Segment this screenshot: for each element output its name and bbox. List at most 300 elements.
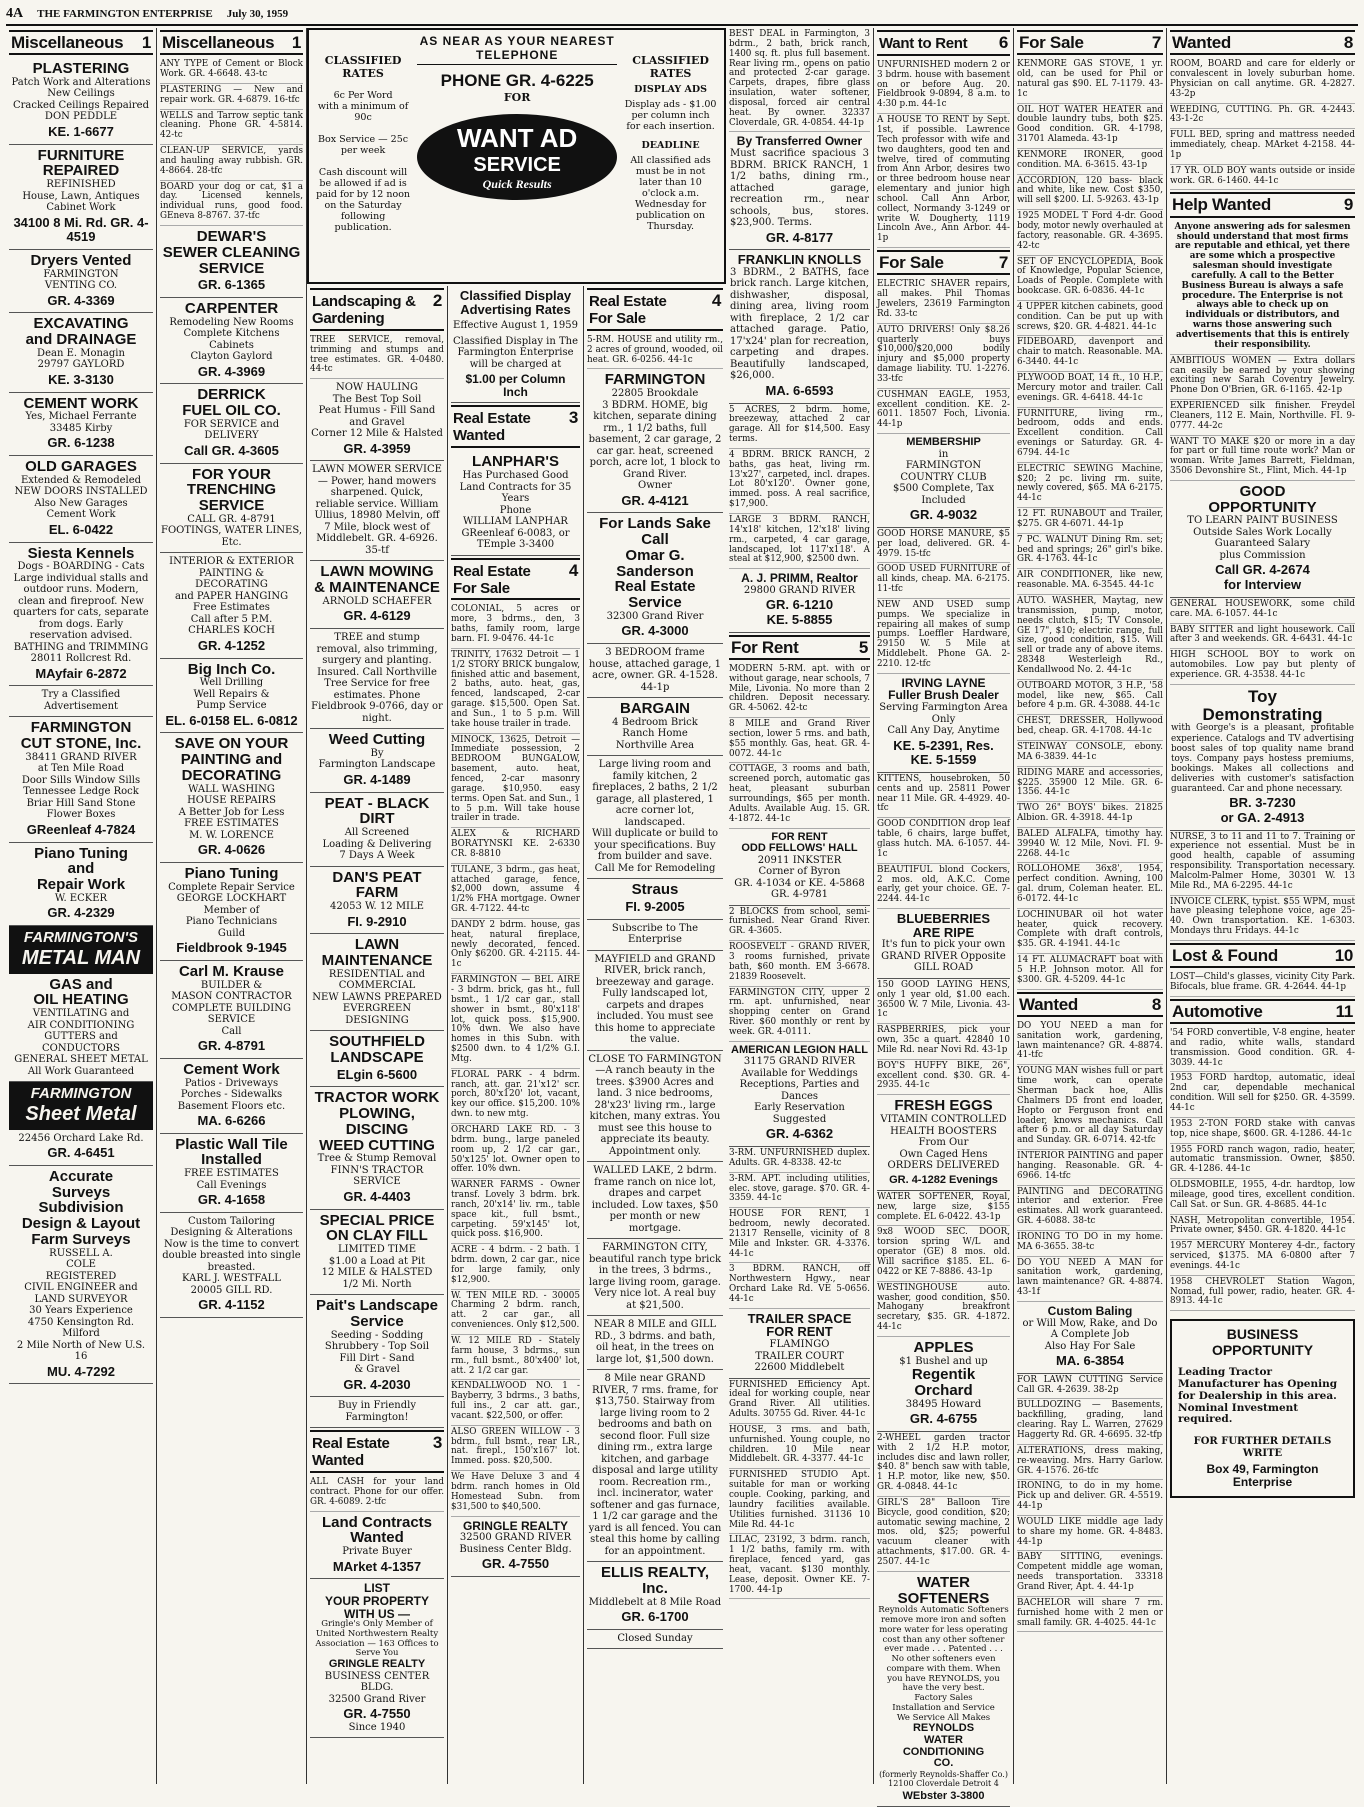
classified-listing: We Have Deluxe 3 and 4 bdrm. ranch homes in Old Homestead Subn. from $31,500 to $40,500. xyxy=(451,1471,580,1516)
classified-listing: TRINITY, 17632 Detroit — 1 1/2 STORY BRICK bungalow, finished attic and basement, 2 baths, auto. heat, gas, fenced, landscaped, 2-car garage. $15,500. Open Sat. and Sun., 1 to 5 p.m. Will take house trailer in trade. xyxy=(451,649,580,734)
classified-listing: WOULD LIKE middle age lady to share my home. GR. 4-8483. 44-1p xyxy=(1017,1516,1163,1552)
classified-listing: 9x8 WOOD SEC. DOOR, torsion spring W/L and operator (GE) 8 mos. old. Will sacrifice $185. EL. 6-0422 or KE 7-8886. 43-1p xyxy=(877,1226,1010,1281)
display-ad xyxy=(310,379,444,461)
classified-listing: ROOM, BOARD and care for elderly or convalescent in lovely suburban home. Physician on call anytime. GR. 4-2827. 43-2p xyxy=(1170,58,1355,103)
classified-listing: 17 YR. OLD BOY wants outside or inside work. GR. 6-1460. 44-1c xyxy=(1170,165,1355,191)
section-header: Real Estate Wanted 3 xyxy=(451,405,580,448)
classified-listing: MINOCK, 13625, Detroit — Immediate possession, 2 BEDROOM BUNGALOW, basement, auto. heat, fenced, 2-car masonry garage. $10,950. easy terms. Open Sat. and Sun., 1 to 5 p.m. Will take house trailer in trade. xyxy=(451,734,580,829)
ad-headline: CARPENTER xyxy=(184,299,279,317)
classified-listing: ACCORDION, 120 bass- black and white, like new. Cost $350, will sell $200. LI. 5-9263. 43-1p xyxy=(1017,175,1163,211)
trailer-space-ad: TRAILER SPACE FOR RENT FLAMINGO TRAILER COURT 22600 Middlebelt xyxy=(729,1309,870,1379)
classified-listing: BULLDOZING — Basements, backfilling, grading, land clearing. Ray L. Warren, 27629 Haggerty Rd. GR. 4-6695. 32-tfp xyxy=(1017,1399,1163,1444)
display-ad xyxy=(310,1397,444,1428)
ad-body: WALL WASHING HOUSE REPAIRS A Better Job for Less FREE ESTIMATES M. W. LORENCE xyxy=(178,783,285,841)
ad-body: Extended & Remodeled NEW DOORS INSTALLED Also New Garages Cement Work xyxy=(14,474,148,521)
display-ad xyxy=(587,644,723,698)
ad-body: FARMINGTON VENTING CO. xyxy=(43,268,119,292)
classified-listing: AMBITIOUS WOMEN — Extra dollars can easily be earned by your showing exciting new Sarah Coventry Jewelry. Phone Don O'Brien, GR. 6-1165. 42-1p xyxy=(1170,355,1355,400)
display-ad xyxy=(160,298,303,384)
classified-listing: UNFURNISHED modern 2 or 3 bdrm. house with basement on or before Aug. 20. Fieldbrook 9-0894, 8 a.m. to 4:30 p.m. 44-1c xyxy=(877,59,1010,114)
ad-phone: GR. 4-1658 xyxy=(197,1192,266,1208)
ad-phone: MU. 4-7292 xyxy=(47,1363,115,1379)
classified-listing: RIDING MARE and accessories, $225. 35900 12 Mile. GR. 6-1356. 44-1c xyxy=(1017,767,1163,803)
ad-phone: GR. 6-1700 xyxy=(621,1609,689,1625)
display-ad xyxy=(160,226,303,298)
ad-phone: GR. 4-1489 xyxy=(343,771,411,787)
ad-body: Custom Tailoring Designing & Alterations Now is the time to convert double breasted into single breasted. KARL J. WESTFALL 20005 GILL RD. xyxy=(162,1215,301,1296)
display-ad xyxy=(310,1295,444,1397)
classified-listing: IRONING TO DO in my home. MA 6-3655. 38-tc xyxy=(1017,1231,1163,1257)
classified-listing: WARNER FARMS - Owner transf. Lovely 3 bdrm. brk. ranch, 20'x14' liv. rm., table space kit., full bsmt., carpeting. 59'x145' lot, quick poss. $16,900. xyxy=(451,1179,580,1244)
banner-line: FARMINGTON xyxy=(30,1085,132,1103)
ad-headline: PEAT - BLACK DIRT xyxy=(324,794,430,828)
section-header: Want to Rent 6 xyxy=(877,30,1010,56)
classified-listing: BACHELOR will share 7 rm. furnished home with 2 men or small family. GR. 4-4025. 44-1c xyxy=(1017,1597,1163,1633)
display-ad xyxy=(160,1213,303,1318)
display-ad xyxy=(9,686,153,717)
ad-phone: GR. 4-6129 xyxy=(343,608,411,624)
ad-phone: GR. 4-2030 xyxy=(343,1376,411,1392)
display-ad xyxy=(587,1370,723,1562)
ad-headline: FARMINGTON xyxy=(604,371,706,389)
display-ad xyxy=(9,456,153,542)
banner-phone: PHONE GR. 4-6225 xyxy=(440,71,594,90)
classified-listing: FURNITURE, living rm., bedroom, odds and ends. Excellent condition. Call evenings or Saturday. GR. 4-6794. 44-1c xyxy=(1017,408,1163,463)
section-header: Real Estate Wanted 3 xyxy=(310,1430,444,1473)
ad-phone: GR. 4-2329 xyxy=(47,905,115,921)
ad-phone: GR. 4-6451 xyxy=(47,1145,115,1161)
ad-headline: Accurate Surveys Subdivision Design & Layout Farm Surveys xyxy=(21,1167,141,1248)
classified-listing: YOUNG MAN wishes full or part time work, can operate Sherman back hoe, Allis Chalmers D5 front end loader, Hopto or Ferguson front end loader, knows mechanics. Call after 6 p.m. or all day Saturday and Sunday. GR. 6-0714. 42-tfc xyxy=(1017,1065,1163,1150)
classified-listing: NEW AND USED sump pumps. We specialize in repairing all makes of sump pumps. Loeffler Hardware, 29150 W. 5 Mile at Middlebelt. Phone GA. 2-2210. 12-tfc xyxy=(877,599,1010,674)
odd-fellows-hall-ad: FOR RENT ODD FELLOWS' HALL 20911 INKSTER Corner of Byron GR. 4-1034 or KE. 4-5868 GR. 4-9781 xyxy=(729,829,870,906)
classified-listing: BOY'S HUFFY BIKE, 26", excellent cond. $30. GR. 4-2935. 44-1c xyxy=(877,1060,1010,1096)
legion-hall-ad: AMERICAN LEGION HALL 31175 GRAND RIVER Available for Weddings Receptions, Parties and Dances Early Reservation Suggested GR. 4-6362 xyxy=(729,1042,870,1147)
ad-phone: GR. 4-4403 xyxy=(343,1188,411,1204)
ad-phone: GR. 4-1152 xyxy=(198,1297,265,1313)
classified-listing: GOOD HORSE MANURE, $5 per load, delivered. GR. 4-4979. 15-tfc xyxy=(877,528,1010,564)
ad-body: Large living room and family kitchen, 2 fireplaces, 2 baths, 2 1/2 garage, all plastered, 1 acre corner lot, landscaped. Will duplicate or build to your specifications. Buy from builder and save. Call Me for Remodeling xyxy=(591,759,719,874)
classified-listing: NURSE, 3 to 11 and 11 to 7. Training or experience not essential. Must be in good health, capable of assuming responsibility. Transportation necessary. Malcolm-Palmer Home, 30301 W. 13 Mile Rd., MA 6-2295. 44-1c xyxy=(1170,831,1355,896)
column-3: Landscaping & Gardening 2 TREE SERVICE, removal, trimming and stumps and tree estimates. GR. 4-0480. 44-tc NOW HAULING The Best Top Soil Peat Humus - Fill Sand and Gravel Corner 12 Mile & Halsted GR. 4-3959 LAWN MOWER SERVICE — Power, hand mowers sharpened. Quick, reliable service. William Ullius, 18980 Melvin, off 7 Mile, block west of Middlebelt. GR. 4-6926. 35-tf LAWN MOWING & MAINTENANCE ARNOLD SCHAEFER GR. 4-6129 TREE and stump removal, also trimming, surgery and planting. Insured. Call Northville Tree Service for free estimates. Phone Fieldbrook 9-0766, day or night. Weed Cutting By Farmington Landscape GR. 4-1489 PEAT - BLACK DIRT All Screened Loading & Delivering 7 Days A Week DAN'S PEAT FARM 42053 W. 12 MILE FI. 9-2910 LAWN MAINTENANCE RESIDENTIAL and COMMERCIAL NEW LAWNS PREPARED EVERGREEN DESIGNING SOUTHFIELD LANDSCAPE ELgin 6-5600 TRACTOR WORK PLOWING, DISCING WEED CUTTING Tree & Stump Removal FINN'S TRACTOR SERVICE GR. 4-4403 SPECIAL PRICE ON CLAY FILL LIMITED TIME $1.00 a Load at Pit 12 MILE & HALSTED 1/2 Mi. North Pait's Landscape Service Seeding - Sodding Shrubbery - Top Soil Fill Dirt - Sand & Gravel GR. 4-2030 Buy in Friendly Farmington! Real Estate Wanted 3 ALL CASH for your land contract. Phone for our offer. GR. 4-6089. 2-tfc Land Contracts Wanted Private Buyer MArket 4-1357 LIST YOUR PROPERTY WITH US — Gringle's Only Member of United Northwestern Realty Association — 163 Offices to Serve You GRINGLE REALTY BUSINESS CENTER BLDG. 32500 Grand River GR. 4-7550 Since 1940 xyxy=(307,286,448,1784)
classified-listing: PLYWOOD BOAT, 14 ft., 10 H.P., Mercury motor and trailer. Call evenings. GR. 4-6418. 44-1c xyxy=(1017,372,1163,408)
ad-body: 4 Bedroom Brick Ranch Home Northville Area xyxy=(612,716,698,751)
salesmen-notice: Anyone answering ads for salesmen should understand that most firms are reputable and ethical, yet there are some which a prospective salesman should investigate carefully. A call to the Better Business Bureau is always a safe procedure. The Enterprise is not always able to check up on individuals or distributors, and warns those answering such advertisements that this is entirely their responsibility. xyxy=(1170,221,1355,355)
classified-listing: W. TEN MILE RD. - 30005 Charming 2 bdrm. ranch, att. 2 car gar., all conveniences. Only $12,500. xyxy=(451,1290,580,1335)
display-ad xyxy=(587,920,723,951)
ad-phone: MAyfair 6-2872 xyxy=(35,665,127,681)
ad-body: VENTILATING and AIR CONDITIONING GUTTERS and CONDUCTORS GENERAL SHEET METAL All Work Guaranteed xyxy=(14,1008,148,1077)
classified-listing: KENMORE GAS STOVE, 1 yr. old, can be used for Phil or natural gas $90. EL 7-1179. 43-1c xyxy=(1017,58,1163,103)
classified-listing: 8 MILE and Grand River section, lower 5 rms. and bath, $55 monthly. Gas, heat. GR. 4-0072. 44-1c xyxy=(729,718,870,763)
paper-name: THE FARMINGTON ENTERPRISE xyxy=(37,8,213,20)
want-ad-logo: AS NEAR AS YOUR NEAREST TELEPHONE PHONE GR. 4-6225 FOR WANT AD SERVICE Quick Results xyxy=(417,30,617,282)
classified-listing: 1957 MERCURY Monterey 4-dr., factory serviced, $1375. MA 6-0800 after 7 evenings. 44-1c xyxy=(1170,1240,1355,1276)
banner-lettering: AS NEAR AS YOUR NEAREST TELEPHONE xyxy=(417,32,617,65)
section-header: For Sale 7 xyxy=(1017,30,1163,55)
classified-listing: ROOSEVELT - GRAND RIVER, 3 rooms furnished, private bath, $60 month. EM 3-6678. 21839 Roosevelt. xyxy=(729,941,870,986)
metal-man-banner xyxy=(9,1082,153,1130)
display-ad xyxy=(160,464,303,554)
ad-phone: Call GR. 4-3605 xyxy=(184,442,279,458)
ad-body: All Screened Loading & Delivering 7 Days A Week xyxy=(322,827,432,862)
ad-body: 3 BEDROOM frame house, attached garage, 1 acre, owner. GR. 4-1528. 44-1p xyxy=(589,647,721,693)
display-ad xyxy=(9,843,153,926)
ad-headline: FURNITURE REPAIRED xyxy=(37,146,125,180)
column-4 xyxy=(448,286,584,1784)
ad-headline: FARMINGTON CUT STONE, Inc. xyxy=(20,719,142,753)
ad-phone: Fieldbrook 9-1945 xyxy=(176,940,287,956)
ad-body: FOR SERVICE and DELIVERY xyxy=(183,418,280,442)
display-ad xyxy=(9,974,153,1083)
display-ad xyxy=(310,729,444,792)
ad-body: FARMINGTON CITY, beautiful ranch type brick in the trees, 3 bdrms., large living room, garage. Very nice lot. A real buy at $21,500. xyxy=(588,1242,722,1311)
classified-listing: FOR LAWN CUTTING Service Call GR. 4-2639. 38-2p xyxy=(1017,1374,1163,1400)
ad-body: Patios - Driveways Porches - Sidewalks Basement Floors etc. xyxy=(177,1077,286,1112)
ad-body: 22805 Brookdale 3 BDRM. HOME, big kitchen, separate dining rm., 1 1/2 baths, full basement, 2 car garage, 2 car gar. heat, screened porch, acre lot, 1 block to Grand River. Owner xyxy=(588,388,722,492)
display-ad xyxy=(310,867,444,935)
classified-listing: 2-WHEEL garden tractor with 2 1/2 H.P. motor, includes disc and lawn roller, $40. 8" bench saw with table, 1 H.P. motor, like new, $50. GR. 4-0848. 44-1c xyxy=(877,1432,1010,1497)
ad-body: Dean E. Monagin 29797 GAYLORD xyxy=(37,347,125,371)
classified-listing: 3 BDRM. RANCH, off Northwestern Hgwy., near Orchard Lake Rd. VE 5-0656. 44-1c xyxy=(729,1263,870,1308)
classified-listing: MODERN 5-RM. apt. with or without garage, near schools, 7 Mile, Livonia. No more than 2 children. Deposit necessary. GR. 4-5062. 42-tc xyxy=(729,663,870,718)
section-header: Help Wanted 9 xyxy=(1170,192,1355,217)
ad-body: LAWN MOWER SERVICE — Power, hand mowers sharpened. Quick, reliable service. William Ullius, 18980 Melvin, off 7 Mile, block west of Middlebelt. GR. 4-6926. 35-tf xyxy=(312,464,442,556)
display-ad xyxy=(587,756,723,879)
section-header: Miscellaneous 1 xyxy=(160,30,303,55)
classified-listing: NASH, Metropolitan convertible, 1954. Private owner, $450. GR. 4-1820. 44-1c xyxy=(1170,1215,1355,1241)
classified-listing: 1953 FORD hardtop, automatic, ideal 2nd car, dependable mechanical condition. Will sell for $250. GR. 4-3599. 44-1c xyxy=(1170,1072,1355,1117)
classified-listing: 12 FT. RUNABOUT and Trailer, $275. GR 4-6071. 44-1p xyxy=(1017,508,1163,534)
ad-headline: LAWN MOWING & MAINTENANCE xyxy=(314,563,440,597)
ad-body: Buy in Friendly Farmington! xyxy=(338,1400,416,1423)
ad-body: 42053 W. 12 MILE xyxy=(330,901,424,913)
classified-listing: TULANE, 3 bdrm., gas heat, attached garage, fence, $2,000 down, assume 4 1/2% FHA mortgage. Owner GR. 4-7122. 44-tc xyxy=(451,864,580,919)
display-ad xyxy=(9,717,153,842)
classified-listing: WEEDING, CUTTING. Ph. GR. 4-2443. 43-1-2c xyxy=(1170,104,1355,130)
ad-headline: FOR YOUR TRENCHING SERVICE xyxy=(186,465,277,515)
classified-listing: BABY SITTER and light housework. Call after 3 and weekends. GR. 4-6431. 44-1c xyxy=(1170,624,1355,650)
ad-headline: Piano Tuning and Repair Work xyxy=(34,844,128,894)
classified-listing: GENERAL HOUSEWORK, some child care. MA. 6-1057. 44-1c xyxy=(1170,598,1355,624)
ad-body: W. ECKER xyxy=(54,892,108,904)
ad-body: CLOSE TO FARMINGTON—A ranch beauty in the trees. $3900 Acres and land. 3 nice bedrooms, 28'x23' living rm., large kitchen, many extras. You must see this house to appreciate its beauty. Appointment only. xyxy=(588,1053,722,1157)
classified-listing: GIRL'S 28" Balloon Tire Bicycle, good condition, $20; automatic sewing machine, 2 mos. old, $25; powerful vacuum cleaner with attachments, $17.00. GR. 4-2507. 44-1c xyxy=(877,1497,1010,1572)
ad-body: Subscribe to The Enterprise xyxy=(611,922,699,946)
ad-body: 22456 Orchard Lake Rd. xyxy=(18,1132,144,1144)
display-ad xyxy=(310,1031,444,1087)
ad-phone: FI. 9-2910 xyxy=(347,913,407,929)
ad-phone: GR. 6-1365 xyxy=(197,277,266,293)
classified-listing: BEAUTIFUL blond Cockers, 2 mos. old, A.K.C. Come early, get your choice. GE. 7-2244. 44-1c xyxy=(877,864,1010,909)
ad-body: LIMITED TIME $1.00 a Load at Pit 12 MILE & HALSTED 1/2 Mi. North xyxy=(321,1244,433,1290)
display-ad xyxy=(9,145,153,250)
classified-listing: ELECTRIC SHAVER repairs, all makes. Phil Thomas Jewelers, 23619 Farmington Rd. 33-tc xyxy=(877,278,1010,323)
classified-listing: WELLS and Tarrow septic tank cleaning. Phone GR. 4-5814. 42-tc xyxy=(160,110,303,146)
display-ad xyxy=(587,879,723,919)
ad-phone: GReenleaf 4-7824 xyxy=(26,821,136,837)
transferred-owner-ad: By Transferred Owner Must sacrifice spacious 3 BDRM. BRICK RANCH, 1 1/2 baths, dining rm., attached garage, recreation rm., near schools, bus, stores. $23,900. Terms. GR. 4-8177 xyxy=(729,132,870,250)
display-rates-notice: Classified Display Advertising Rates Effective August 1, 1959 Classified Display in The Farmington Enterprise will be charged at $1.00 per Column Inch xyxy=(451,286,580,403)
display-ad xyxy=(160,1059,303,1134)
display-ad xyxy=(587,1630,723,1650)
ad-body: NEAR 8 MILE and GILL RD., 3 bdrms. and bath, oil heat, in the trees on large lot, $1,500 down. xyxy=(593,1319,717,1365)
display-ad xyxy=(9,313,153,392)
franklin-knolls-ad: FRANKLIN KNOLLS 3 BDRM., 2 BATHS, face brick ranch. Large kitchen, dishwasher, disposal, dining area, living room with fireplace, 2 1/2 car attached garage. Patio, 17'x24' plan for recreation, carpeting and drapes. Beautifully landscaped, $26,000. MA. 6-6593 xyxy=(729,250,870,403)
classified-listing: DANDY 2 bdrm. house, gas heat, natural fireplace, newly decorated, fenced. Only $6200. GR. 4-2115. 44-1c xyxy=(451,919,580,974)
classified-listing: '54 FORD convertible, V-8 engine, heater and radio, white walls, standard transmission. Good condition. GR. 4-3039. 44-1c xyxy=(1170,1027,1355,1072)
classified-listing: AUTO. WASHER, Maytag, new transmission, pump, motor, needs clutch, $15; TV Console, GE 17", $10; electric range, full size, good condition, $15. Will sell or trade any of above items. 28348 Westerleigh Rd., Kendallwood No. 2. 44-1c xyxy=(1017,595,1163,680)
ad-body: WALLED LAKE, 2 bdrm. frame ranch on nice lot, drapes and carpet included. Low taxes, $50 per month or new mortgage. xyxy=(591,1165,719,1234)
ad-phone: 34100 8 Mi. Rd. GR. 4-4519 xyxy=(13,214,149,245)
display-ad xyxy=(160,863,303,961)
classified-listing: FURNISHED Efficiency Apt. ideal for working couple, near Grand River. All utilities. Adults. 30755 Gd. River. 44-1c xyxy=(729,1379,870,1424)
classified-listing: KITTENS, housebroken, 50 cents and up. 25811 Power near 11 Mile. GR. 4-4929. 40-tfc xyxy=(877,773,1010,818)
section-header: Real Estate For Sale 4 xyxy=(587,288,723,331)
ad-name: DON PEDDLE xyxy=(44,111,118,123)
ad-headline: Dryers Vented xyxy=(30,252,132,270)
classified-listing: 1953 2-TON FORD stake with canvas top, nice shape, $600. GR. 4-1286. 44-1c xyxy=(1170,1118,1355,1144)
display-ad xyxy=(9,393,153,456)
ad-body: Well Drilling Well Repairs & Pump Service xyxy=(193,677,270,712)
display-ad xyxy=(9,1130,153,1166)
display-ad xyxy=(587,1162,723,1239)
ad-body: CALL GR. 4-8791 FOOTINGS, WATER LINES, Etc. xyxy=(161,513,302,548)
classified-listing: ELECTRIC SEWING Machine, $20; 2 pc. living rm. suite, newly covered, $65. MA 6-2175. 44-1c xyxy=(1017,463,1163,508)
section-header: Wanted 8 xyxy=(1017,992,1163,1017)
ad-headline: SAVE ON YOUR PAINTING and DECORATING xyxy=(174,735,289,784)
display-ad xyxy=(587,369,723,513)
classified-listing: ALEX & RICHARD BORATYNSKI KE. 2-6330 CR. 8-8810 xyxy=(451,828,580,864)
classified-listing: LOST—Child's glasses, vicinity City Park. Bifocals, blue frame. GR. 4-2644. 44-1p xyxy=(1170,971,1355,997)
ad-body: TREE and stump removal, also trimming, surgery and planting. Insured. Call Northville Tree Service for free estimates. Phone Fieldbrook 9-0766, day or night. xyxy=(311,632,443,724)
section-header: Wanted 8 xyxy=(1170,30,1355,55)
classified-listing: IRONING, to do in my home. Pick up and deliver. GR. 4-5519. 44-1p xyxy=(1017,1480,1163,1516)
ad-body: 32300 Grand River xyxy=(606,610,704,622)
section-header: Automotive 11 xyxy=(1170,999,1355,1024)
column-1 xyxy=(6,28,157,1784)
classified-listing: OUTBOARD MOTOR, 3 H.P., '58 model, like new, $65. Call before 4 p.m. GR. 4-3088. 44-1c xyxy=(1017,680,1163,716)
ad-phone: GR. 4-4121 xyxy=(621,492,689,508)
classified-listing: BALED ALFALFA, timothy hay. 39940 W. 12 Mile, Novi. FI. 9-2268. 44-1c xyxy=(1017,828,1163,864)
classified-listing: EXPERIENCED silk finisher. Freydel Cleaners, 112 E. Main, Northville. FI. 9-0777. 44-2c xyxy=(1170,400,1355,436)
classified-listing: 4 UPPER kitchen cabinets, good condition. Can be put up with screws, $20. GR. 4-4821. 44-1c xyxy=(1017,301,1163,337)
classified-listing: AUTO DRIVERS! Only $8.26 quarterly buys $10,000/$20,000 bodily injury and $5,000 property damage liability. TU. 1-2276. 33-tfc xyxy=(877,324,1010,389)
water-softeners-ad: WATER SOFTENERS Reynolds Automatic Softeners remove more iron and soften more water for less operating cost than any other softener ever made . . . Patented . . . No other softeners even compare with them. When you have REYNOLDS, you have the very best. Factory Sales Installation and Service We Service All Makes REYNOLDS WATER CONDITIONING CO. (formerly Reynolds-Shaffer Co.) 12100 Cloverdale Detroit 4 WEbster 3-3800 xyxy=(877,1572,1010,1807)
ad-headline: TRACTOR WORK PLOWING, DISCING WEED CUTTING xyxy=(314,1089,440,1154)
display-ad xyxy=(9,58,153,144)
classified-listing: OLDSMOBILE, 1955, 4-dr. hardtop, low mileage, good tires, excellent condition. Call Sat. or Sun. GR. 4-8685. 44-1c xyxy=(1170,1179,1355,1215)
display-ad xyxy=(310,934,444,1031)
classified-listing: GOOD CONDITION drop leaf table, 6 chairs, large buffet, glass hutch. MA. 6-1057. 44-1c xyxy=(877,818,1010,863)
classified-listing: FLORAL PARK - 4 bdrm. ranch, att. gar. 21'x12' scr. porch, 80'x120' lot, vacant, key our office. $15,200. 10% dwn. to new mtg. xyxy=(451,1069,580,1124)
display-ad xyxy=(160,961,303,1059)
classified-listing: 2 BLOCKS from school, semi-furnished. Near Grand River. GR. 4-3605. xyxy=(729,906,870,942)
display-ad xyxy=(310,1087,444,1209)
classified-listing: ALSO GREEN WILLOW - 3 bdrm., full bsmt., rear LR., nat. firepl., 150'x167' lot. Immed. poss. $20,500. xyxy=(451,1426,580,1471)
ad-headline: Weed Cutting xyxy=(328,731,426,749)
display-ad xyxy=(587,1316,723,1370)
business-opportunity-ad: BUSINESS OPPORTUNITY Leading Tractor Manufacturer has Opening for Dealership in this area. Nominal Investment required. FOR FURTHER DETAILS WRITE Box 49, Farmington Enterprise xyxy=(1170,1319,1355,1498)
classified-listing: LARGE 3 BDRM. RANCH, 14'x18' kitchen, 12'x18' living rm., carpeted, 4 car garage, landscaped, lot 117'x118'. A steal at $12,900, $2500 dwn. xyxy=(729,514,870,569)
ad-body: FREE ESTIMATES Call Evenings xyxy=(184,1168,279,1191)
ad-body: Try a Classified Advertisement xyxy=(41,689,121,712)
classified-listing: FARMINGTON CITY, upper 2 rm. apt. unfurnished, near shopping center on Grand River. $60 monthly or rent by week. GR. 4-0111. xyxy=(729,987,870,1042)
classified-listing: FIDEBOARD, davenport and chair to match. Reasonable. MA. 6-3440. 44-1c xyxy=(1017,336,1163,372)
column-5 xyxy=(584,286,726,1784)
classified-listing: BEST DEAL in Farmington, 3 bdrm., 2 bath, brick ranch, 1400 sq. ft. plus full basement. Rear living rm., opens on patio and protected 2-car garage. Carpets, drapes, fibre glass insulation, water softener, disposal, forced air central heat. By owner. 32337 Cloverdale, GR. 4-0854. 44-1p xyxy=(729,28,870,132)
fresh-eggs-ad: FRESH EGGS VITAMIN CONTROLLED HEALTH BOOSTERS From Our Own Caged Hens ORDERS DELIVERED GR. 4-1282 Evenings xyxy=(877,1095,1010,1191)
ad-headline: Plastic Wall Tile Installed xyxy=(175,1135,288,1169)
classified-listing: INTERIOR PAINTING and paper hanging. Reasonable. GR. 4-6966. 14-tfc xyxy=(1017,1150,1163,1186)
ad-headline: EXCAVATING and DRAINAGE xyxy=(25,315,137,349)
classified-listing: 7 PC. WALNUT Dining Rm. set; bed and springs; 26" girl's bike. GR. 4-1763. 44-1c xyxy=(1017,534,1163,570)
column-7 xyxy=(874,28,1014,1803)
classified-listing: 3-RM. UNFURNISHED duplex. Adults. GR. 4-8338. 42-tc xyxy=(729,1147,870,1173)
classified-listing: PLASTERING — New and repair work. GR. 4-6879. 16-tfc xyxy=(160,84,303,110)
ad-body: Seeding - Sodding Shrubbery - Top Soil Fill Dirt - Sand & Gravel xyxy=(324,1329,430,1376)
list-property-ad: LIST YOUR PROPERTY WITH US — Gringle's Only Member of United Northwestern Realty Association — 163 Offices to Serve You GRINGLE REALTY BUSINESS CENTER BLDG. 32500 Grand River GR. 4-7550 Since 1940 xyxy=(310,1579,444,1738)
ad-headline: Siesta Kennels xyxy=(27,544,135,562)
classified-listing: CUSHMAN EAGLE, 1953, excellent condition. KE. 2-6011. 18507 Foch, Livonia. 44-1p xyxy=(877,389,1010,434)
classified-listing: OIL HOT WATER HEATER and double laundry tubs, both $25. Good condition. GR. 4-1798, 31701 Alameda. 43-1p xyxy=(1017,104,1163,149)
ad-phone: GR. 4-3000 xyxy=(621,623,689,639)
display-ad xyxy=(160,1134,303,1213)
display-ad xyxy=(310,461,444,561)
gringle-realty-ad: GRINGLE REALTY 32500 GRAND RIVER Business Center Bldg. GR. 4-7550 xyxy=(451,1517,580,1577)
primm-realtor-ad: A. J. PRIMM, Realtor 29800 GRAND RIVER GR. 6-1210 KE. 5-8855 xyxy=(729,569,870,632)
display-ad xyxy=(160,553,303,658)
ad-phone: GR. 4-0626 xyxy=(197,842,266,858)
ad-headline: OLD GARAGES xyxy=(25,458,137,476)
classified-listing: 14 FT. ALUMACRAFT boat with 5 H.P. Johnson motor. All for $300. GR. 4-5209. 44-1c xyxy=(1017,954,1163,990)
classified-listing: COTTAGE, 3 rooms and bath, screened porch, automatic gas heat, pleasant suburban surroundings, $65 per month. Adults. Available Aug. 15. GR. 4-1872. 44-1c xyxy=(729,763,870,828)
ad-body: Yes, Michael Ferrante 33485 Kirby xyxy=(25,411,137,434)
banner-line: METAL MAN xyxy=(21,947,141,970)
classified-listing: A HOUSE TO RENT by Sept. 1st, if possible. Lawrence Tech professor with wife and two daughters, good ten and twelve, tired of commuting from Ann Arbor, desires two or three bedroom house near elementary and junior high school. Call Ann Arbor, collect, Normandy 3-1249 or write W. Dougherty, 1119 Lincoln Ave., Ann Arbor. 44-1p xyxy=(877,114,1010,248)
ad-body: By Farmington Landscape xyxy=(318,747,436,771)
ad-headline: SPECIAL PRICE ON CLAY FILL xyxy=(319,1211,435,1245)
metal-man-banner xyxy=(9,926,153,974)
banner-line: Sheet Metal xyxy=(25,1103,137,1126)
fuller-brush-ad: IRVING LAYNE Fuller Brush Dealer Serving Farmington Area Only Call Any Day, Anytime KE. 5-2391, Res. KE. 5-1559 xyxy=(877,674,1010,773)
masthead xyxy=(6,4,1358,26)
classified-listing: TREE SERVICE, removal, trimming and stumps and tree estimates. GR. 4-0480. 44-tc xyxy=(310,334,444,379)
ad-phone: GR. 4-1252 xyxy=(197,637,266,653)
section-header: Real Estate For Sale 4 xyxy=(451,558,580,601)
ad-phone: EL. 6-0422 xyxy=(48,521,114,537)
classified-listing: ANY TYPE of Cement or Block Work. GR. 4-6648. 43-tc xyxy=(160,58,303,84)
ad-headline: Big Inch Co. xyxy=(187,660,276,678)
column-9 xyxy=(1167,28,1358,1784)
classified-listing: ALTERATIONS, dress making, re-weaving. Mrs. Harry Garlow. GR. 4-1576. 26-tfc xyxy=(1017,1445,1163,1481)
display-ad xyxy=(310,1210,444,1296)
classified-listing: ORCHARD LAKE RD. - 3 bdrm. bung., large paneled room up, 2 1/2 car gar., 50'x125' lot. Owner open to offer. 10% dwn. xyxy=(451,1124,580,1179)
classified-listing: FURNISHED STUDIO Apt. suitable for man or working couple. Cooking, parking, and laundry facilities available. Utilities furnished. 31136 10 Mile Rd. 44-1c xyxy=(729,1469,870,1534)
ad-body: Tree & Stump Removal FINN'S TRACTOR SERVICE xyxy=(317,1153,437,1188)
ad-body: INTERIOR & EXTERIOR PAINTING & DECORATING and PAPER HANGING Free Estimates Call after 5 P.M. CHARLES KOCH xyxy=(169,556,294,637)
ad-headline: Pait's Landscape Service xyxy=(316,1297,438,1330)
blueberries-ad: BLUEBERRIES ARE RIPE It's fun to pick your own GRAND RIVER Opposite GILL ROAD xyxy=(877,909,1010,979)
classified-listing: HOUSE FOR RENT, 1 bedroom, newly decorated. 21317 Renselle, vicinity of 8 Mile and Inkster. GR. 4-3376. 44-1c xyxy=(729,1208,870,1263)
ad-body: 8 Mile near GRAND RIVER, 7 rms. frame, for $13,750. Stairway from large living room to 2 bedrooms and bath on second floor. Full size dining rm., extra large kitchen, and garbage disposal and large utility room. Recreation rm., incl. incinerator, water softener and gas furnace, 1 1/2 car garage and the yard is all fenced. You can steal this home by calling for an appointment. xyxy=(588,1373,722,1557)
section-header: For Sale 7 xyxy=(877,250,1010,275)
classified-listing: 5 ACRES, 2 bdrm. home, breezeway, attached 2 car garage. All for $14,500. Easy terms. xyxy=(729,404,870,449)
classified-listing: CHEST, DRESSER, Hollywood bed, cheap. GR. 4-1708. 44-1c xyxy=(1017,715,1163,741)
column-6 xyxy=(726,28,874,1784)
classified-listing: STEINWAY CONSOLE, ebony. MA 6-3839. 44-1c xyxy=(1017,741,1163,767)
classified-listing: GOOD USED FURNITURE of all kinds, cheap. MA. 6-2175. 11-tfc xyxy=(877,563,1010,599)
classified-listing: WANT TO MAKE $20 or more in a day for part or full time route work? Man or woman. Write James Barrett, Fieldman, 3506 Devonshire St., Flint, Mich. 44-1p xyxy=(1170,436,1355,481)
display-ad xyxy=(310,561,444,629)
ad-body: Remodeling New Rooms Complete Kitchens Cabinets Clayton Gaylord xyxy=(169,316,294,363)
display-ad xyxy=(587,698,723,756)
ad-phone: KE. 1-6677 xyxy=(48,123,114,139)
classified-listing: DO YOU NEED A MAN for sanitation work, gardening, lawn maintenance? GR. 4-8874. 43-1f xyxy=(1017,1257,1163,1302)
ad-body: NOW HAULING The Best Top Soil Peat Humus - Fill Sand and Gravel Corner 12 Mile & Halsted xyxy=(311,382,443,440)
ad-headline: BARGAIN xyxy=(620,700,690,718)
display-ad xyxy=(160,659,303,734)
ad-phone: GR. 4-3969 xyxy=(197,363,266,379)
section-header: Lost & Found 10 xyxy=(1170,943,1355,968)
ad-phone: KE. 3-3130 xyxy=(48,371,114,387)
ad-headline: Piano Tuning xyxy=(184,864,279,882)
classified-listing: FULL BED, spring and mattress needed immediately, cheap. MArket 4-2158. 44-1p xyxy=(1170,129,1355,165)
ad-body: MAYFIELD and GRAND RIVER, brick ranch, breezeway and garage. Fully landscaped lot, carpets and drapes included. You must see this home to appreciate the value. xyxy=(594,953,716,1046)
ad-phone: GR. 6-1238 xyxy=(47,435,115,451)
classified-listing: AIR CONDITIONER, like new, reasonable. MA. 6-3545. 44-1c xyxy=(1017,569,1163,595)
banner-line: FARMINGTON'S xyxy=(23,929,139,947)
display-ad xyxy=(160,384,303,463)
classified-listing: PAINTING and DECORATING interior and exterior. Free estimates. All work guaranteed. GR. 4-6088. 38-tc xyxy=(1017,1186,1163,1231)
classified-listing: 3-RM. APT. including utilities, elec. stove, garage. $70. GR. 4-3359. 44-1c xyxy=(729,1173,870,1209)
classified-listing: 1955 FORD ranch wagon, radio, heater, automatic transmission. Owner, $850. GR. 4-1286. 44-1c xyxy=(1170,1144,1355,1180)
classified-listing: KENDALLWOOD NO. 1 - Bayberry, 3 bdrms., 3 baths, full ins., 2 car att. gar., vacant. $22,500, or offer. xyxy=(451,1380,580,1425)
ad-phone: FI. 9-2005 xyxy=(625,899,685,915)
column-2 xyxy=(157,28,307,1784)
classified-listing: CLEAN-UP SERVICE, yards and hauling away rubbish. GR. 4-8664. 28-tfc xyxy=(160,145,303,181)
column-8 xyxy=(1014,28,1167,1784)
ad-headline: For Lands Sake Call Omar G. Sanderson Real Estate Service xyxy=(599,515,711,612)
classified-listing: 4 BDRM. BRICK RANCH, 2 baths, gas heat, living rm. 13'x27', carpeted, incl. drapes. Lot 80'x120'. Owner gone, immed. poss. A real sacrifice, $17,900. xyxy=(729,449,870,514)
display-ad xyxy=(160,733,303,862)
classified-listing: W. 12 MILE RD - Stately farm house, 3 bdrms., sun rm., full bsmt., 80'x400' lot, att. 2 1/2 car gar. xyxy=(451,1335,580,1380)
classified-listing: BOARD your dog or cat, $1 a day. Licensed kennels, individual runs, good food. GEneva 8-8767. 37-tfc xyxy=(160,181,303,226)
ad-headline: DAN'S PEAT FARM xyxy=(332,868,422,902)
display-ad xyxy=(310,629,444,729)
ad-headline: SOUTHFIELD LANDSCAPE xyxy=(329,1033,425,1066)
center-block xyxy=(307,28,726,1784)
ad-headline: PLASTERING xyxy=(32,60,130,78)
ad-headline: Carl M. Krause xyxy=(178,962,285,980)
country-club-membership-ad: MEMBERSHIP in FARMINGTON COUNTRY CLUB $500 Complete, Tax Included GR. 4-9032 xyxy=(877,434,1010,528)
custom-baling-ad: Custom Baling or Will Mow, Rake, and Do A Complete Job Also Hay For Sale MA. 6-3854 xyxy=(1017,1302,1163,1374)
ad-body: BUILDER & MASON CONTRACTOR COMPLETE BUILDING SERVICE Call xyxy=(171,979,292,1037)
ad-body: ARNOLD SCHAEFER xyxy=(322,595,432,607)
classified-listing: KENMORE IRONER, good condition. MA. 6-3615. 43-1p xyxy=(1017,149,1163,175)
display-ad xyxy=(587,951,723,1051)
ad-phone: GR. 4-3369 xyxy=(47,292,115,308)
classified-listing: DO YOU NEED a man for sanitation work, gardening, lawn maintenance? GR. 4-8874. 41-tfc xyxy=(1017,1020,1163,1065)
classified-listing: 5-RM. HOUSE and utility rm., 2 acres of ground, wooded, oil heat. GR. 6-0256. 44-1c xyxy=(587,334,723,370)
ad-body: Complete Repair Service GEORGE LOCKHART Member of Piano Technicians Guild xyxy=(168,881,295,939)
display-ad xyxy=(587,1562,723,1630)
issue-date: July 30, 1959 xyxy=(226,8,289,20)
section-header: Miscellaneous 1 xyxy=(9,30,153,55)
ad-body: Middlebelt at 8 Mile Road xyxy=(588,1596,722,1608)
section-header: Landscaping & Gardening 2 xyxy=(310,288,444,331)
classified-listing: ACRE - 4 bdrm. - 2 bath. 1 bdrm. down, 2 car gar., nice for large family, only $12,900. xyxy=(451,1244,580,1289)
